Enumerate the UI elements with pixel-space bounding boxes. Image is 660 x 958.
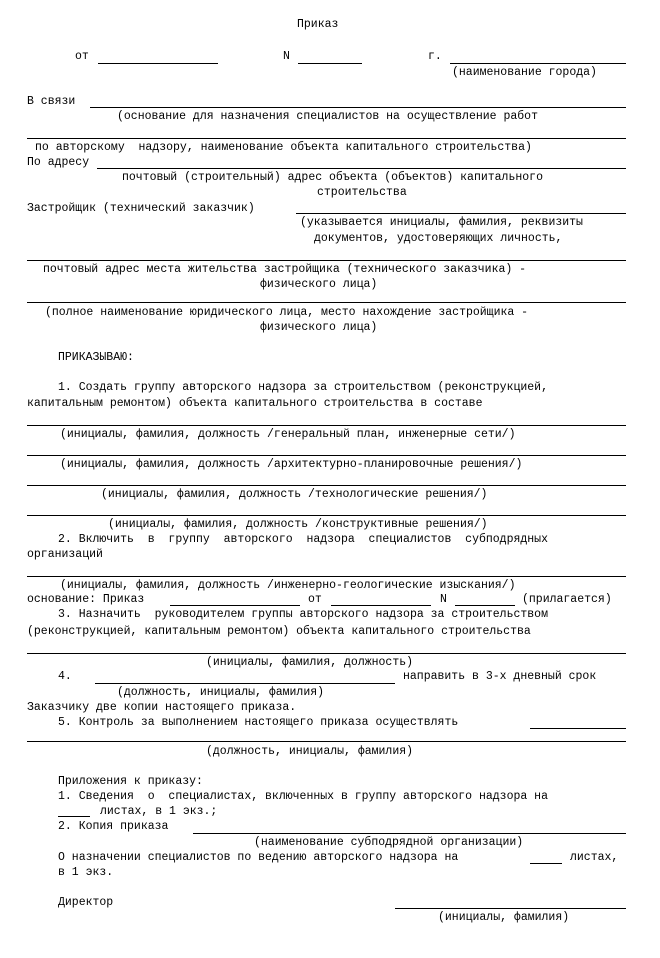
item5-caption: (должность, инициалы, фамилия) xyxy=(206,745,414,758)
address-caption-1: почтовый (строительный) адрес объекта (объектов) капитального xyxy=(122,171,543,184)
member-field-2[interactable] xyxy=(27,455,626,456)
developer-caption-4: физического лица) xyxy=(260,278,378,291)
item1-caption-2: (инициалы, фамилия, должность /архитектурно-планировочные решения/) xyxy=(60,458,523,471)
item4-tail: направить в 3-х дневный срок xyxy=(403,670,597,683)
number-label: N xyxy=(283,50,290,63)
from-label: от xyxy=(75,50,89,63)
item2-line2: организаций xyxy=(27,548,103,561)
item3-line2: (реконструкцией, капитальным ремонтом) объекта капитального строительства xyxy=(27,625,531,638)
signature-field[interactable] xyxy=(395,908,626,909)
attachment3-sheets-field[interactable] xyxy=(530,863,562,864)
member-field-1[interactable] xyxy=(27,425,626,426)
item1-line1: 1. Создать группу авторского надзора за строительством (реконструкцией, xyxy=(58,381,548,394)
item2-number-label: N xyxy=(440,593,447,606)
address-caption-2: строительства xyxy=(317,186,407,199)
attachment2-field[interactable] xyxy=(193,833,626,834)
basis-date-field[interactable] xyxy=(331,605,431,606)
item5-field-2[interactable] xyxy=(27,741,626,742)
developer-caption-6: физического лица) xyxy=(260,321,378,334)
address-field[interactable] xyxy=(97,168,626,169)
developer-caption-5: (полное наименование юридического лица, место нахождение застройщика - xyxy=(45,306,529,319)
developer-field[interactable] xyxy=(296,213,626,214)
address-label: По адресу xyxy=(27,156,90,169)
attachment3-line2: в 1 экз. xyxy=(58,866,114,879)
member-field-3[interactable] xyxy=(27,485,626,486)
item4-line2: Заказчику две копии настоящего приказа. xyxy=(27,701,297,714)
item5-field[interactable] xyxy=(530,728,626,729)
developer-caption-2: документов, удостоверяющих личность, xyxy=(314,232,563,245)
attachments-heading: Приложения к приказу: xyxy=(58,775,203,788)
attachment3-tail: листах, xyxy=(570,851,619,864)
basis-caption-2: по авторскому надзору, наименование объекта капитального строительства) xyxy=(35,141,532,154)
developer-field-3[interactable] xyxy=(27,302,626,303)
item3-caption: (инициалы, фамилия, должность) xyxy=(206,656,414,669)
group-leader-field[interactable] xyxy=(27,653,626,654)
member-field-4[interactable] xyxy=(27,515,626,516)
date-field[interactable] xyxy=(98,63,218,64)
attachment2-caption: (наименование субподрядной организации) xyxy=(254,836,524,849)
basis-label: В связи xyxy=(27,95,76,108)
item1-line2: капитальным ремонтом) объекта капитального строительства в составе xyxy=(27,397,483,410)
attachment1-sheets-field[interactable] xyxy=(58,816,90,817)
item2-from-label: от xyxy=(308,593,322,606)
attachment1-line2: листах, в 1 экз.; xyxy=(100,805,218,818)
developer-field-2[interactable] xyxy=(27,260,626,261)
attachment2-label: 2. Копия приказа xyxy=(58,820,169,833)
item1-caption-3: (инициалы, фамилия, должность /технологические решения/) xyxy=(101,488,488,501)
item2-line1: 2. Включить в группу авторского надзора специалистов субподрядных xyxy=(58,533,548,546)
city-caption: (наименование города) xyxy=(452,66,597,79)
item1-caption-1: (инициалы, фамилия, должность /генеральный план, инженерные сети/) xyxy=(60,428,516,441)
subcontractor-field[interactable] xyxy=(27,576,626,577)
city-field[interactable] xyxy=(450,63,626,64)
basis-order-field[interactable] xyxy=(170,605,300,606)
number-field[interactable] xyxy=(298,63,362,64)
attachment3-line1: О назначении специалистов по ведению авторского надзора на xyxy=(58,851,459,864)
developer-caption-3: почтовый адрес места жительства застройщика (технического заказчика) - xyxy=(43,263,527,276)
city-label: г. xyxy=(428,50,442,63)
order-word: ПРИКАЗЫВАЮ: xyxy=(58,351,134,364)
attachment1-line1: 1. Сведения о специалистах, включенных в группу авторского надзора на xyxy=(58,790,548,803)
basis-field-2[interactable] xyxy=(27,138,626,139)
signature-caption: (инициалы, фамилия) xyxy=(438,911,570,924)
basis-number-field[interactable] xyxy=(455,605,515,606)
developer-caption-1: (указывается инициалы, фамилия, реквизиты xyxy=(300,216,583,229)
item2-basis-label: основание: Приказ xyxy=(27,593,145,606)
item2-attached: (прилагается) xyxy=(522,593,612,606)
item4-responsible-field[interactable] xyxy=(95,683,395,684)
document-title: Приказ xyxy=(297,18,339,31)
item4-caption: (должность, инициалы, фамилия) xyxy=(117,686,325,699)
basis-field[interactable] xyxy=(90,107,626,108)
developer-label: Застройщик (технический заказчик) xyxy=(27,202,255,215)
signature-label: Директор xyxy=(58,896,114,909)
item5-line: 5. Контроль за выполнением настоящего приказа осуществлять xyxy=(58,716,459,729)
basis-caption-1: (основание для назначения специалистов на осуществление работ xyxy=(117,110,538,123)
item1-caption-4: (инициалы, фамилия, должность /конструктивные решения/) xyxy=(108,518,488,531)
item3-line1: 3. Назначить руководителем группы авторского надзора за строительством xyxy=(58,608,548,621)
item4-label: 4. xyxy=(58,670,72,683)
item2-caption-1: (инициалы, фамилия, должность /инженерно-геологические изыскания/) xyxy=(60,579,516,592)
